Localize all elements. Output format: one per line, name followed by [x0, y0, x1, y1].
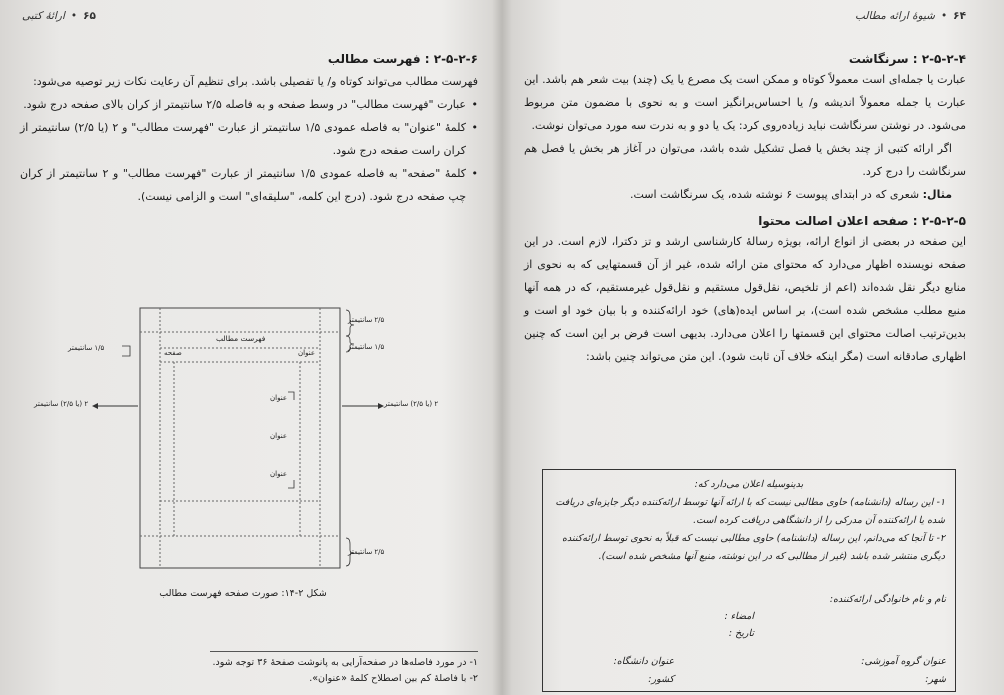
group-label: عنوان گروه آموزشی:: [861, 656, 946, 667]
box-intro: بدینوسیله اعلان می‌دارد که:: [694, 479, 804, 490]
section-heading: ۲-۵-۲-۶ : فهرست مطالب: [327, 52, 478, 66]
paragraph-1: عبارت یا جمله‌ای است معمولاً کوتاه و ممکن است یک مصرع یا یک (چند) بیت شعر هم باشد. این عبارت یا جمله معمولاً اندیشه و/ یا احساس‌برانگیز است و به نحوی با مضمون متن مربوط می‌شود. در نوشتن سرنگاشت نباید زیاده‌روی کرد: یک یا دو و به ندرت سه مورد می‌توان نوشت.: [524, 73, 966, 132]
date-label: تاریخ :: [728, 628, 754, 639]
right-content: [524, 52, 966, 368]
right-page: [502, 0, 1004, 695]
paragraph-3: این صفحه در بعضی از انواع ارائه، بویژه رسالهٔ کارشناسی ارشد و تز دکترا، لازم است. در این صفحه نویسنده اظهار می‌دارد که محتوای متن ارائه شده، غیر از آن قسمتهایی که به نحوی از منابع دیگر نقل شده‌اند (اعم از تلخیص، نقل‌قول مستقیم و نقل‌قول غیرمستقیم، که در همه آنها منبع مطلب مشخص شده است)، بر اساس ایده(های) خود ارائه‌کننده و با بیان خود او است و بدین‌ترتیب اصالت محتوای این قسمتها را اعلان می‌دارد. بدیهی است فرض بر این است که چنین اظهاری صادقانه است (مگر اینکه خلاف آن ثابت شود). این متن می‌تواند چنین باشد:: [524, 235, 966, 363]
page-number: ۶۴: [953, 10, 966, 22]
left-content: [20, 52, 478, 208]
label-right-margin: ۲ (یا ۲/۵) سانتیمتر: [384, 400, 439, 408]
footnote-2: ۲- با فاصلهٔ کم بین اصطلاح کلمهٔ «عنوان».: [309, 673, 478, 684]
label-right-side: ۱/۵ سانتیمتر: [68, 344, 105, 352]
box-item-2: ۲- تا آنجا که می‌دانم، این رساله (دانشنامه) حاوی مطالبی نیست که قبلاً به نحوی توسط ارائه‌کننده دیگری منتشر شده باشد (غیر از مطالبی که در این نوشته، منبع آنها مشخص شده است).: [562, 533, 945, 562]
label-left-margin: ۲ (یا ۲/۵) سانتیمتر: [34, 400, 89, 408]
label-item-1: عنوان: [270, 394, 287, 402]
example-label: مثال:: [922, 188, 952, 201]
label-item-2: عنوان: [270, 432, 287, 440]
figure-caption: شکل ۲-۱۴: صورت صفحه فهرست مطالب: [159, 588, 327, 599]
label-item-3: عنوان: [270, 470, 287, 478]
name-label: نام و نام خانوادگی ارائه‌کننده:: [829, 594, 946, 605]
section-heading-originality: ۲-۵-۲-۵ : صفحه اعلان اصالت محتوا: [758, 214, 966, 228]
list-item: • کلمهٔ "صفحه" به فاصله عمودی ۱/۵ سانتیمتر از عبارت "فهرست مطالب" و ۲ سانتیمتر از کران چپ صفحه درج شود. (درج این کلمه، "سلیقه‌ای" است و الزامی نیست).: [20, 162, 478, 208]
running-header-right: ۶۴ • شیوهٔ ارائه مطالب: [854, 10, 966, 22]
label-bottom-margin: ۲/۵ سانتیمتر: [348, 548, 385, 556]
running-title: شیوهٔ ارائه مطالب: [854, 10, 935, 22]
section-heading-epigraph: ۲-۵-۲-۴ : سرنگاشت: [848, 52, 966, 66]
example-paragraph: [524, 183, 966, 206]
page-number: ۶۵: [83, 10, 96, 22]
left-page: [0, 0, 500, 695]
footnote-rule: [210, 651, 478, 652]
university-label: عنوان دانشگاه:: [613, 656, 674, 667]
country-label: کشور:: [648, 674, 674, 685]
sign-label: امضاء :: [724, 611, 754, 622]
intro-paragraph: فهرست مطالب می‌تواند کوتاه و/ یا تفصیلی باشد. برای تنظیم آن رعایت نکات زیر توصیه می‌شود:: [33, 75, 478, 88]
bullet-list: [20, 93, 478, 208]
box-item-1: ۱- این رساله (دانشنامه) حاوی مطالبی نیست که با ارائه آنها توسط ارائه‌کننده دیگر جایزه‌ای دریافت شده یا ارائه‌کننده آن مدرکی را از دانشگاهی دریافت کرده است.: [555, 497, 945, 526]
example-text: شعری که در ابتدای پیوست ۶ نوشته شده، یک سرنگاشت است.: [629, 188, 920, 201]
running-header-left: ۶۵ • ارائهٔ کتبی: [22, 10, 96, 22]
list-item: • کلمهٔ "عنوان" به فاصله عمودی ۱/۵ سانتیمتر از عبارت "فهرست مطالب" و ۲ (یا ۲/۵) سانتیمتر از کران راست صفحه درج شود.: [20, 116, 478, 162]
label-toc-title: فهرست مطالب: [216, 334, 266, 343]
label-top-margin: ۲/۵ سانتیمتر: [348, 316, 385, 324]
toc-layout-figure: [34, 306, 439, 599]
label-gap: ۱/۵ سانتیمتر: [348, 343, 385, 351]
label-col-title: عنوان: [298, 349, 315, 357]
list-item: • عبارت "فهرست مطالب" در وسط صفحه و به فاصله ۲/۵ سانتیمتر از کران بالای صفحه درج شود.: [20, 93, 478, 116]
running-title: ارائهٔ کتبی: [22, 10, 65, 22]
city-label: شهر:: [925, 674, 946, 685]
paragraph-2: اگر ارائه کتبی از چند بخش یا فصل تشکیل شده باشد، می‌توان در آغاز هر بخش یا فصل هم سرنگاشت را درج کرد.: [524, 142, 966, 178]
footnote-1: ۱- در مورد فاصله‌ها در صفحه‌آرایی به پانوشت صفحهٔ ۳۶ توجه شود.: [212, 657, 478, 668]
label-col-page: صفحه: [164, 349, 182, 357]
